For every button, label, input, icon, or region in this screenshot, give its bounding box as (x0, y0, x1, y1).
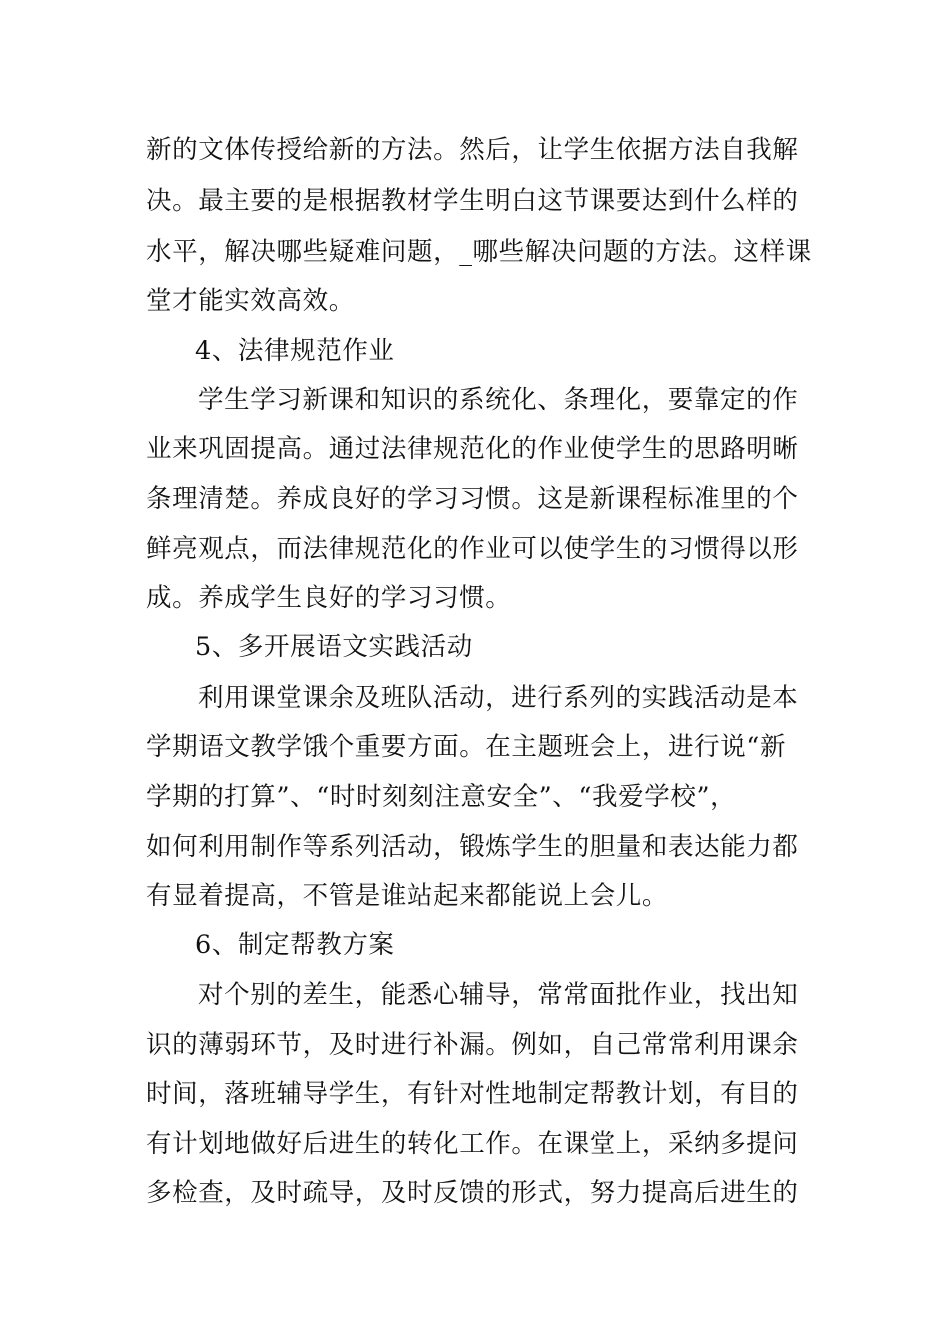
text-line: 时间，落班辅导学生，有针对性地制定帮教计划，有目的 (146, 1079, 799, 1109)
text-line: 多检查，及时疏导，及时反馈的形式，努力提高后进生的 (146, 1178, 799, 1208)
text-line: 决。最主要的是根据教材学生明白这节课要达到什么样的 (146, 186, 799, 216)
text-line: 对个别的差生，能悉心辅导，常常面批作业，找出知 (198, 980, 799, 1010)
text-line: 利用课堂课余及班队活动，进行系列的实践活动是本 (198, 683, 799, 713)
text-line: 有显着提高，不管是谁站起来都能说上会儿。 (146, 881, 669, 911)
text-line: 成。养成学生良好的学习习惯。 (146, 583, 512, 613)
text-line: 有计划地做好后进生的转化工作。在课堂上，采纳多提问 (146, 1129, 799, 1159)
text-line: 堂才能实效高效。 (146, 286, 355, 316)
section-heading: 6、制定帮教方案 (195, 930, 395, 960)
text-line: 条理清楚。养成良好的学习习惯。这是新课程标准里的个 (146, 484, 799, 514)
section-heading: 4、法律规范作业 (195, 336, 395, 366)
text-line: 鲜亮观点，而法律规范化的作业可以使学生的习惯得以形 (146, 534, 799, 564)
text-line: 学期的打算”、“时时刻刻注意安全”、“我爱学校”， (146, 782, 737, 812)
text-line: 学生学习新课和知识的系统化、条理化，要靠定的作 (198, 385, 799, 415)
text-line: 识的薄弱环节，及时进行补漏。例如，自己常常利用课余 (146, 1030, 799, 1060)
section-heading: 5、多开展语文实践活动 (195, 632, 473, 662)
text-line: 学期语文教学饿个重要方面。在主题班会上，进行说“新 (146, 732, 787, 762)
text-line: 如何利用制作等系列活动，锻炼学生的胆量和表达能力都 (146, 832, 799, 862)
text-line: 业来巩固提高。通过法律规范化的作业使学生的思路明晰 (146, 434, 799, 464)
text-line: 新的文体传授给新的方法。然后，让学生依据方法自我解 (146, 135, 799, 165)
text-line: 水平，解决哪些疑难问题，_哪些解决问题的方法。这样课 (146, 237, 812, 267)
